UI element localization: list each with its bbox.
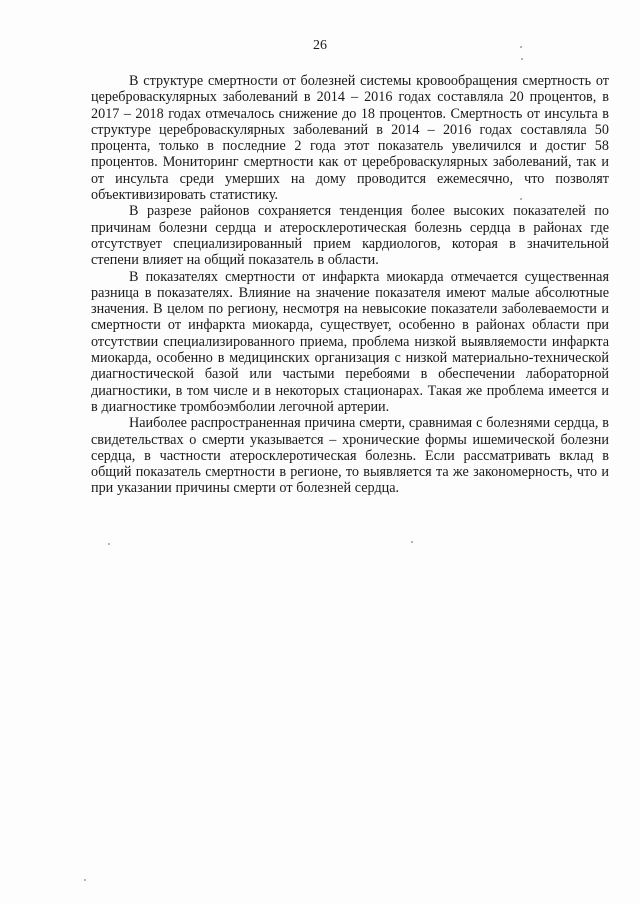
page-number: 26 [313,38,327,53]
scan-speck [520,198,522,200]
scan-speck [84,879,86,881]
scan-speck [411,541,413,543]
scan-speck [108,543,110,545]
scan-speck [521,58,523,60]
paragraph: В структуре смертности от болезней системы кровообращения смертность от цереброваскулярных заболеваний в 2014 – 2016 годах составляла 20 процентов, в 2017 – 2018 годах отмечалось снижение до 18 процентов. Смертность от инсульта в структуре цереброваскулярных заболеваний в 2014 – 2016 годах составляла 50 процента, только в последние 2 года этот показатель увеличился и достиг 58 процентов. Мониторинг смертности как от цереброваскулярных заболеваний, так и от инсульта среди умерших на дому проводится ежемесячно, что позволят объективизировать статистику. [91,73,609,204]
paragraph: В показателях смертности от инфаркта миокарда отмечается существенная разница в показателях. Влияние на значение показателя имеют малые абсолютные значения. В целом по региону, несмотря на невысокие показатели заболеваемости и смертности от инфаркта миокарда, существует, особенно в районах области при отсутствии специализированного приема, проблема низкой выявляемости инфаркта миокарда, особенно в медицинских организация с низкой материально-технической диагностической базой или частыми перебоями в обеспечении лабораторной диагностики, в том числе и в некоторых стационарах. Такая же проблема имеется и в диагностике тромбоэмболии легочной артерии. [91,268,609,415]
document-body [91,73,609,497]
paragraph: Наиболее распространенная причина смерти, сравнимая с болезнями сердца, в свидетельствах о смерти указывается – хронические формы ишемической болезни сердца, в частности атеросклеротическая болезнь. Если рассматривать вклад в общий показатель смертности в регионе, то выявляется та же закономерность, что и при указании причины смерти от болезней сердца. [91,415,609,497]
scan-speck [520,46,522,48]
paragraph: В разрезе районов сохраняется тенденция более высоких показателей по причинам болезни сердца и атеросклеротическая болезнь сердца в районах где отсутствует специализированный прием кардиологов, которая в значительной степени влияет на общий показатель в области. [91,203,609,269]
